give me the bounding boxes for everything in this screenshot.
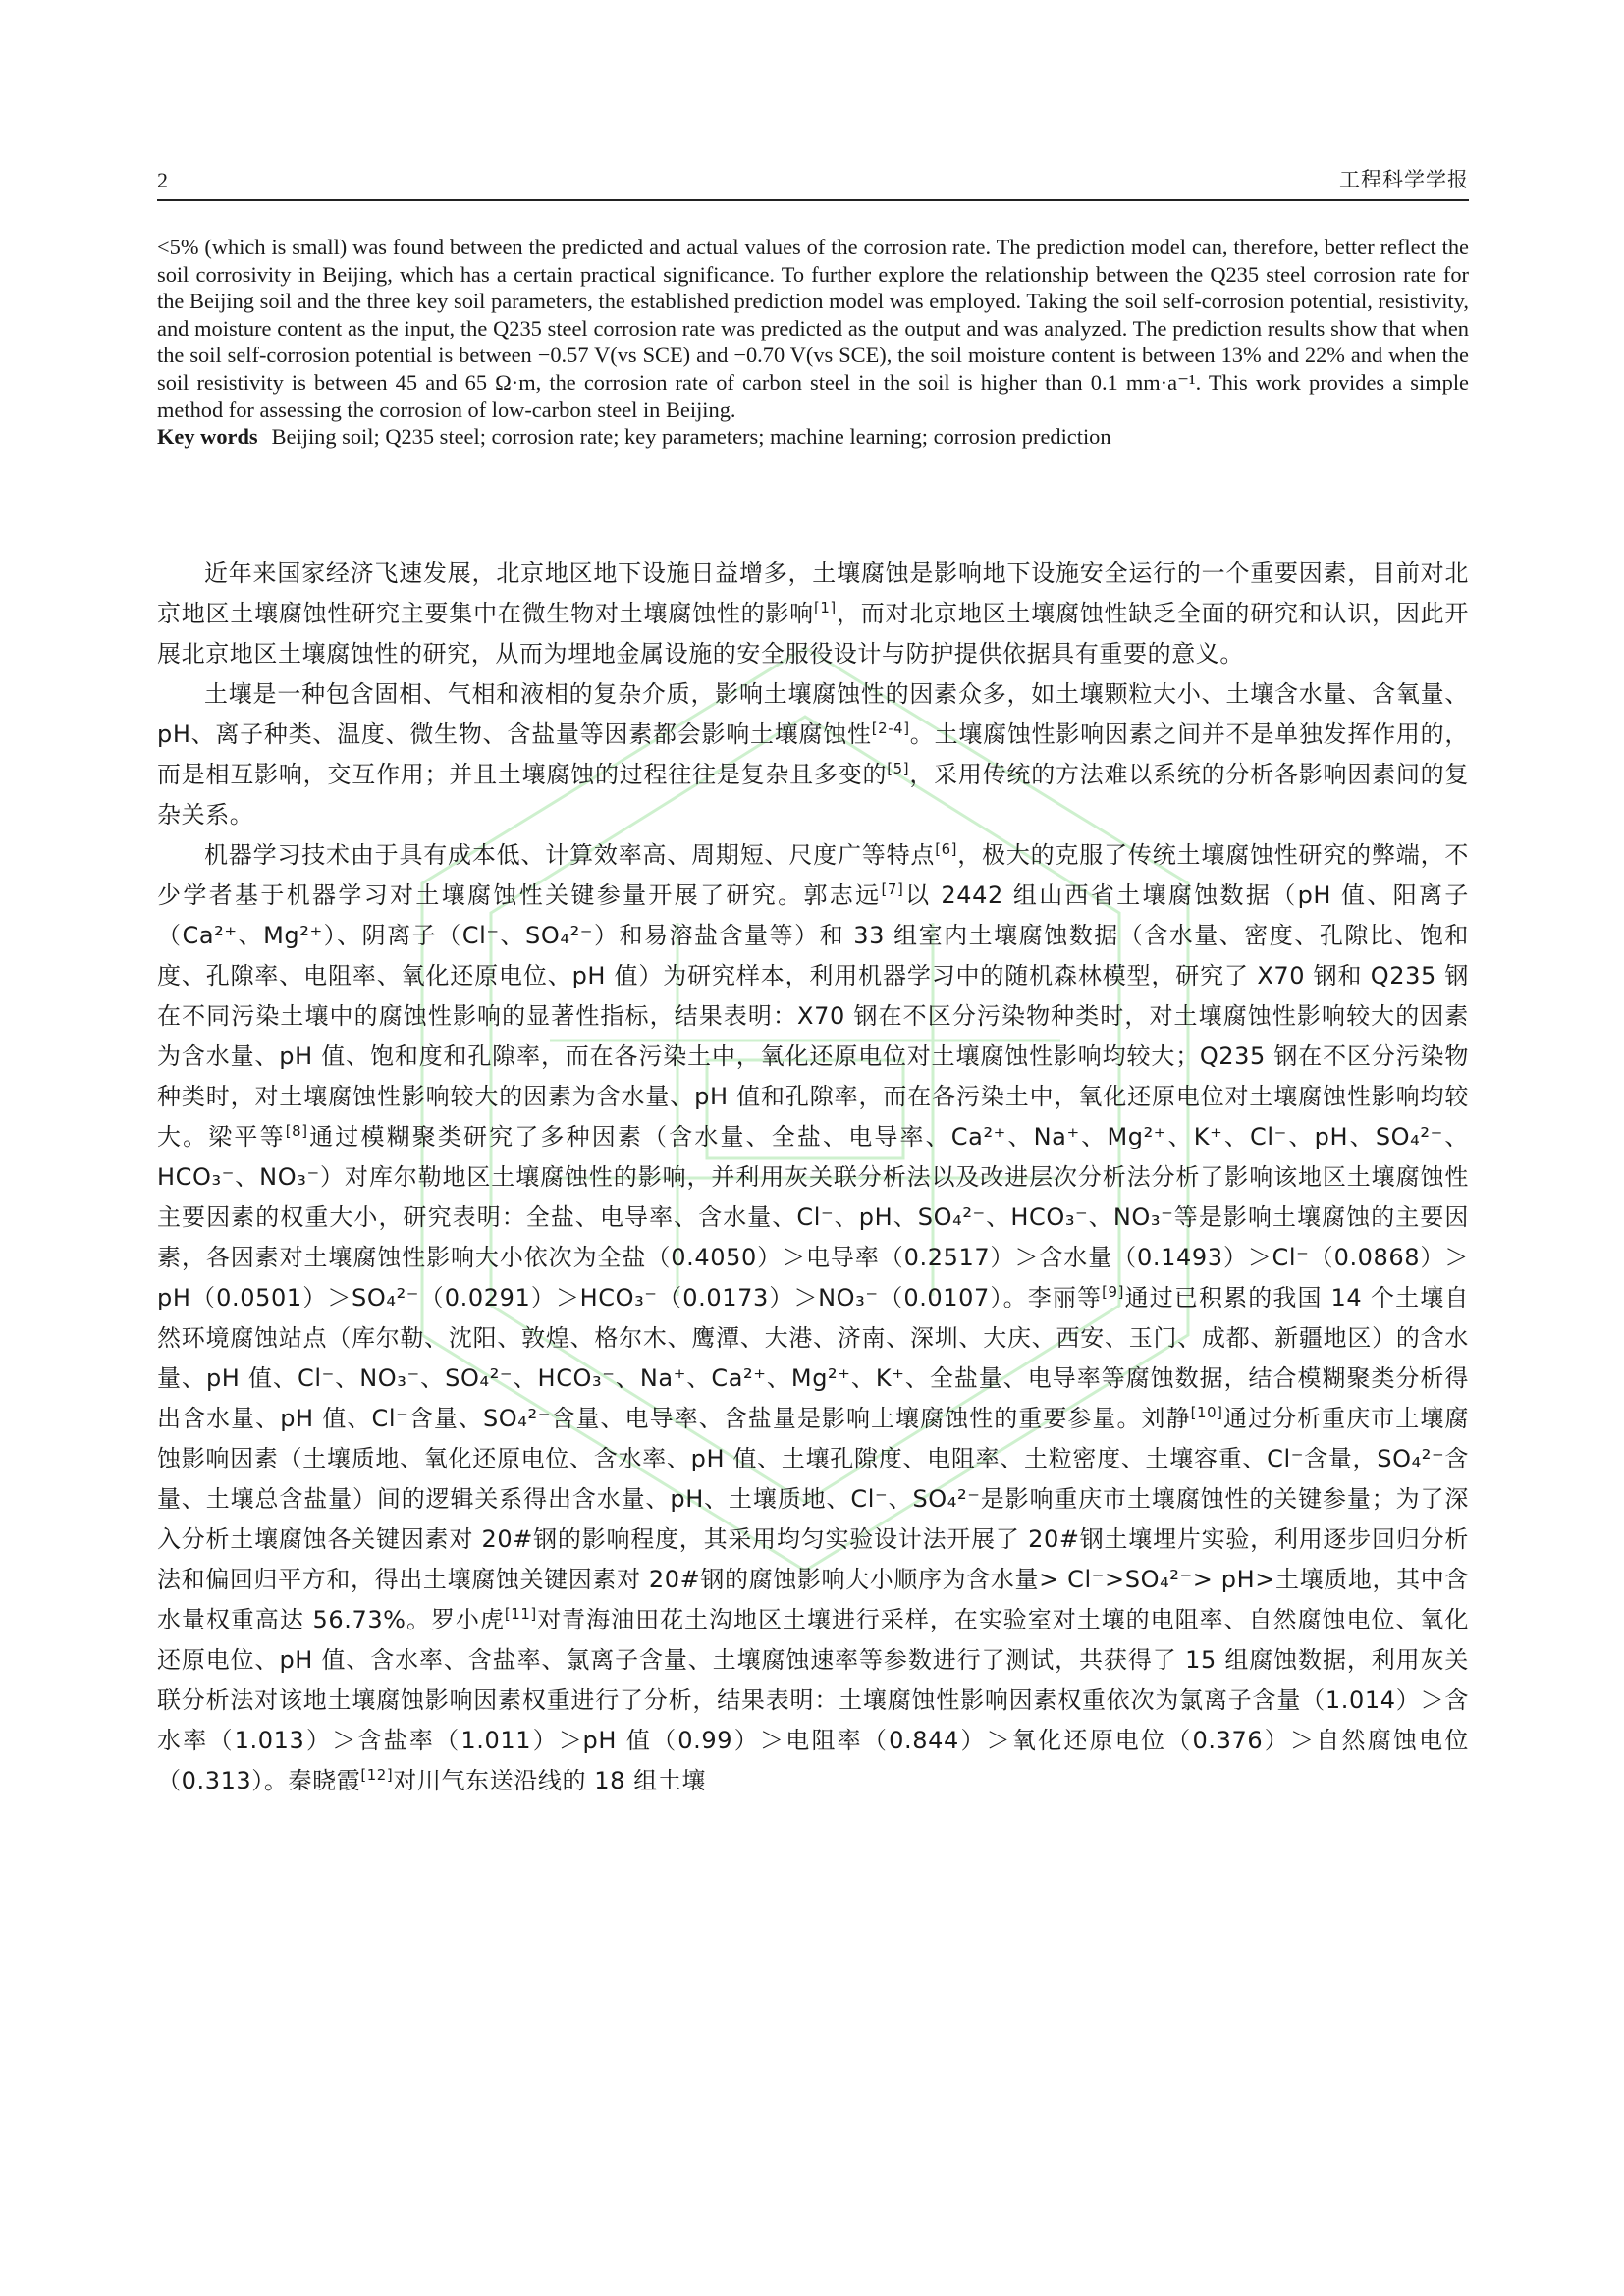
paragraph-1: 近年来国家经济飞速发展，北京地区地下设施日益增多，土壤腐蚀是影响地下设施安全运行的一个重要因素，目前对北京地区土壤腐蚀性研究主要集中在微生物对土壤腐蚀性的影响[1]，而对北京地区土壤腐蚀性缺乏全面的研究和认识，因此开展北京地区土壤腐蚀性的研究，从而为埋地金属设施的安全服役设计与防护提供依据具有重要的意义。 — [157, 560, 1469, 667]
paragraph-3: 机器学习技术由于具有成本低、计算效率高、周期短、尺度广等特点[6]，极大的克服了传统土壤腐蚀性研究的弊端，不少学者基于机器学习对土壤腐蚀性关键参量开展了研究。郭志远[7]以 2442 组山西省土壤腐蚀数据（pH 值、阳离子（Ca²⁺、Mg²⁺）、阴离子（Cl⁻、SO₄²⁻）和易溶盐含量等）和 33 组室内土壤腐蚀数据（含水量、密度、孔隙比、饱和度、孔隙率、电阻率、氧化还原电位、pH 值）为研究样本，利用机器学习中的随机森林模型，研究了 X70 钢和 Q235 钢在不同污染土壤中的腐蚀性影响的显著性指标，结果表明：X70 钢在不区分污染物种类时，对土壤腐蚀性影响较大的因素为含水量、pH 值、饱和度和孔隙率，而在各污染土中，氧化还原电位对土壤腐蚀性影响均较大；Q235 钢在不区分污染物种类时，对土壤腐蚀性影响较大的因素为含水量、pH 值和孔隙率，而在各污染土中，氧化还原电位对土壤腐蚀性影响均较大。梁平等[8]通过模糊聚类研究了多种因素（含水量、全盐、电导率、Ca²⁺、Na⁺、Mg²⁺、K⁺、Cl⁻、pH、SO₄²⁻、HCO₃⁻、NO₃⁻）对库尔勒地区土壤腐蚀性的影响，并利用灰关联分析法以及改进层次分析法分析了影响该地区土壤腐蚀性主要因素的权重大小，研究表明：全盐、电导率、含水量、Cl⁻、pH、SO₄²⁻、HCO₃⁻、NO₃⁻等是影响土壤腐蚀的主要因素，各因素对土壤腐蚀性影响大小依次为全盐（0.4050）＞电导率（0.2517）＞含水量（0.1493）＞Cl⁻（0.0868）＞pH（0.0501）＞SO₄²⁻（0.0291）＞HCO₃⁻（0.0173）＞NO₃⁻（0.0107）。李丽等[9]通过已积累的我国 14 个土壤自然环境腐蚀站点（库尔勒、沈阳、敦煌、格尔木、鹰潭、大港、济南、深圳、大庆、西安、玉门、成都、新疆地区）的含水量、pH 值、Cl⁻、NO₃⁻、SO₄²⁻、HCO₃⁻、Na⁺、Ca²⁺、Mg²⁺、K⁺、全盐量、电导率等腐蚀数据，结合模糊聚类分析得出含水量、pH 值、Cl⁻含量、SO₄²⁻含量、电导率、含盐量是影响土壤腐蚀性的重要参量。刘静[10]通过分析重庆市土壤腐蚀影响因素（土壤质地、氧化还原电位、含水率、pH 值、土壤孔隙度、电阻率、土粒密度、土壤容重、Cl⁻含量，SO₄²⁻含量、土壤总含盐量）间的逻辑关系得出含水量、pH、土壤质地、Cl⁻、SO₄²⁻是影响重庆市土壤腐蚀性的关键参量；为了深入分析土壤腐蚀各关键因素对 20#钢的影响程度，其采用均匀实验设计法开展了 20#钢土壤埋片实验，利用逐步回归分析法和偏回归平方和，得出土壤腐蚀关键因素对 20#钢的腐蚀影响大小顺序为含水量> Cl⁻>SO₄²⁻> pH>土壤质地，其中含水量权重高达 56.73%。罗小虎[11]对青海油田花土沟地区土壤进行采样，在实验室对土壤的电阻率、自然腐蚀电位、氧化还原电位、pH 值、含水率、含盐率、氯离子含量、土壤腐蚀速率等参数进行了测试，共获得了 15 组腐蚀数据，利用灰关联分析法对该地土壤腐蚀影响因素权重进行了分析，结果表明：土壤腐蚀性影响因素权重依次为氯离子含量（1.014）＞含水率（1.013）＞含盐率（1.011）＞pH 值（0.99）＞电阻率（0.844）＞氧化还原电位（0.376）＞自然腐蚀电位（0.313）。秦晓霞[12]对川气东送沿线的 18 组土壤 — [157, 840, 1470, 1794]
abstract-text: <5% (which is small) was found between the predicted and actual values of the corrosion rate. The prediction model can, therefore, better reflect the soil corrosivity in Beijing, which has a certain practical significance. To further explore the relationship between the Q235 steel corrosion rate for the Beijing soil and the three key soil parameters, the established prediction model was employed. Taking the soil self-corrosion potential, resistivity, and moisture content as the input, the Q235 steel corrosion rate was predicted as the output and was analyzed. The prediction results show that when the soil self-corrosion potential is between −0.57 V(vs SCE) and −0.70 V(vs SCE), the soil moisture content is between 13% and 22% and when the soil resistivity is between 45 and 65 Ω·m, the corrosion rate of carbon steel in the soil is higher than 0.1 mm·a⁻¹. This work provides a simple method for assessing the corrosion of low-carbon steel in Beijing. — [157, 235, 1469, 422]
page-number: 2 — [157, 168, 168, 192]
journal-name: 工程科学学报 — [1339, 168, 1469, 191]
paragraph-2: 土壤是一种包含固相、气相和液相的复杂介质，影响土壤腐蚀性的因素众多，如土壤颗粒大小、土壤含水量、含氧量、pH、离子种类、温度、微生物、含盐量等因素都会影响土壤腐蚀性[2-4]。土壤腐蚀性影响因素之间并不是单独发挥作用的，而是相互影响，交互作用；并且土壤腐蚀的过程往往是复杂且多变的[5]，采用传统的方法难以系统的分析各影响因素间的复杂关系。 — [157, 680, 1469, 828]
keywords-label: Key words — [157, 424, 258, 450]
chinese-body — [157, 554, 1469, 1801]
running-header — [157, 160, 1469, 201]
english-abstract — [157, 234, 1469, 451]
keywords-text: Beijing soil; Q235 steel; corrosion rate; key parameters; machine learning; corrosion prediction — [271, 424, 1111, 450]
keywords-line — [157, 423, 1469, 451]
